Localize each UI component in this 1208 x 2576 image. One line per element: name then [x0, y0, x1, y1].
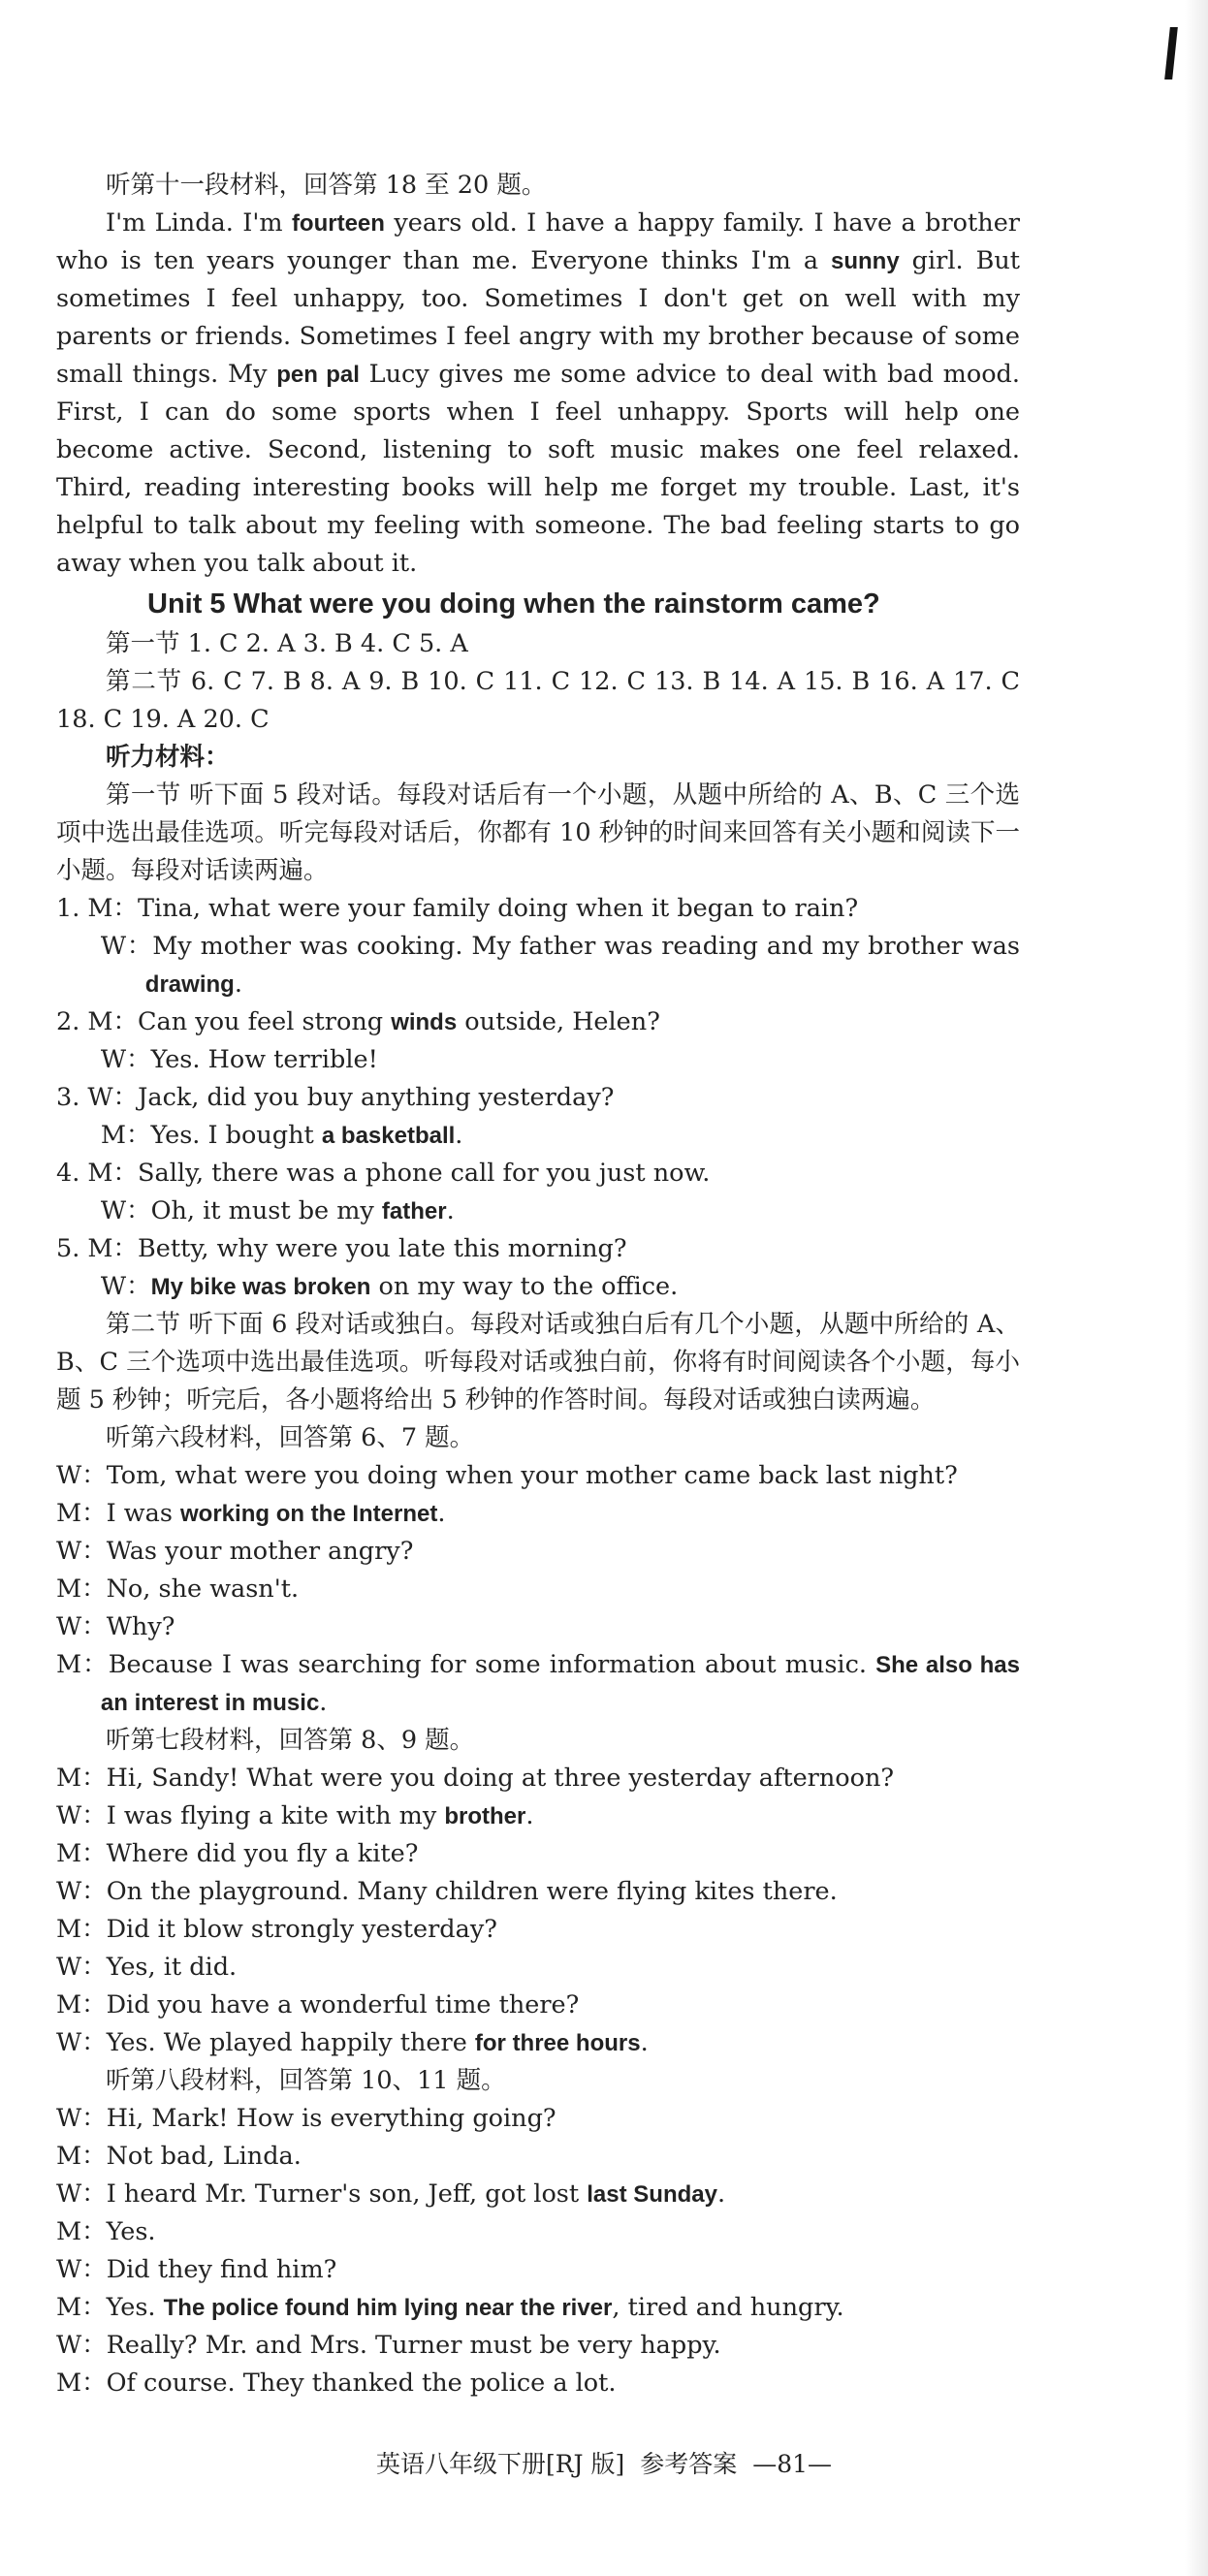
text-run: Lucy gives me some advice to deal with bad mood. First, I can do some sports when I feel unhappy. Sports will help one become active. Second, listening to soft music makes one feel relaxed. Third, reading interesting books will help me forget my trouble. Last, it's helpful to talk about my feeling with someone. The bad feeling starts to go away when you talk about it. [56, 360, 1020, 578]
dialog-line: W：I heard Mr. Turner's son, Jeff, got lost last Sunday. [56, 2179, 726, 2209]
passage-6-intro: 听第六段材料，回答第 6、7 题。 [106, 1423, 475, 1452]
dialog-5-question: 5. M：Betty, why were you late this morning? [56, 1234, 627, 1263]
keyword: father [381, 1198, 447, 1224]
section-1-instructions: 第一节 听下面 5 段对话。每段对话后有一个小题，从题中所给的 A、B、C 三个选项中选出最佳选项。听完每段对话后，你都有 10 秒钟的时间来回答有关小题和阅读下一小题。每段对话读两遍。 [56, 780, 1020, 885]
keyword: The police found him lying near the river [163, 2295, 613, 2321]
keyword: sunny [831, 248, 900, 274]
text-run: years old. I have a happy family. I have a brother who is ten years younger than me. Everyone thinks I'm a [56, 208, 1020, 275]
keyword: last Sunday [587, 2181, 717, 2208]
text-run: W： [100, 1272, 151, 1301]
dialog-line: M：No, she wasn't. [56, 1574, 300, 1604]
dialog-line: M：I was working on the Internet. [56, 1499, 446, 1528]
text-run: , tired and hungry. [612, 2293, 844, 2322]
dialog-line: M：Yes. [56, 2217, 156, 2246]
dialog-line: M：Where did you fly a kite? [56, 1839, 419, 1868]
section-2-instructions: 第二节 听下面 6 段对话或独白。每段对话或独白后有几个小题，从题中所给的 A、B、C 三个选项中选出最佳选项。听每段对话或独白前，你将有时间阅读各个小题，每小题 5 秒钟；听完后，各小题将给出 5 秒钟的作答时间。每段对话或独白读两遍。 [56, 1310, 1020, 1415]
keyword: winds [391, 1009, 458, 1035]
text-run: W：Oh, it must be my [100, 1196, 382, 1225]
passage-7-intro: 听第七段材料，回答第 8、9 题。 [106, 1726, 475, 1755]
keyword: brother [444, 1803, 526, 1829]
passage-11-intro: 听第十一段材料，回答第 18 至 20 题。 [106, 171, 547, 200]
keyword: fourteen [291, 210, 385, 237]
page-edge-shadow [1185, 0, 1208, 2576]
dialog-line: W：Really? Mr. and Mrs. Turner must be very happy. [56, 2331, 721, 2360]
page-footer [0, 2445, 1208, 2480]
dialog-line: M：Because I was searching for some information about music. She also has an interest in music. [56, 1650, 1020, 1717]
dialog-line: W：Why? [56, 1612, 175, 1641]
footer-section: 参考答案 [640, 2450, 738, 2478]
text-run: I'm Linda. I'm [106, 208, 292, 238]
text-run: on my way to the office. [370, 1272, 679, 1301]
dialog-5-answer [56, 1268, 1020, 1306]
text-run: M：Yes. I bought [100, 1121, 322, 1150]
keyword: working on the Internet [180, 1501, 438, 1527]
passage-11-text [56, 205, 1020, 583]
dialog-line: M：Hi, Sandy! What were you doing at three yesterday afternoon? [56, 1764, 895, 1793]
listening-label: 听力材料： [106, 743, 230, 772]
answers-section-1: 第一节 1. C 2. A 3. B 4. C 5. A [106, 629, 468, 658]
keyword: My bike was broken [150, 1274, 371, 1300]
dialog-line: W：Tom, what were you doing when your mother came back last night? [56, 1461, 958, 1490]
dialog-line: W：Was your mother angry? [56, 1537, 414, 1566]
text-run: W：My mother was cooking. My father was reading and my brother was [100, 932, 1020, 961]
text-run: W：I heard Mr. Turner's son, Jeff, got lost [56, 2179, 588, 2209]
dialog-2-question [56, 1003, 1020, 1041]
dialog-line: W：Yes, it did. [56, 1953, 238, 1982]
text-run: M：Because I was searching for some information about music. [56, 1650, 876, 1679]
text-run: outside, Helen? [457, 1007, 660, 1036]
dialog-line: M：Of course. They thanked the police a lot. [56, 2369, 617, 2398]
dialog-4-question: 4. M：Sally, there was a phone call for you just now. [56, 1159, 711, 1188]
dialog-1-answer: W：My mother was cooking. My father was reading and my brother was drawing. [100, 932, 1020, 999]
text-run: M：Yes. [56, 2293, 164, 2322]
dialog-3-answer: M：Yes. I bought a basketball. [100, 1121, 463, 1150]
text-run: girl. But sometimes I feel unhappy, too. Sometimes I don't get on well with my parents or friends. Sometimes I feel angry with my brother because of some small things. My [56, 246, 1020, 389]
corner-mark [1164, 27, 1178, 80]
text-run: M：I was [56, 1499, 181, 1528]
dialog-2-answer: W：Yes. How terrible! [100, 1045, 378, 1074]
dialog-line: W：Yes. We played happily there for three hours. [56, 2028, 649, 2057]
text-run: W：Yes. We played happily there [56, 2028, 475, 2057]
dialog-1-question: 1. M：Tina, what were your family doing when it began to rain? [56, 894, 859, 923]
answer-text-body [56, 167, 1020, 2402]
dialog-line: M：Not bad, Linda. [56, 2142, 302, 2171]
dialog-line: W：On the playground. Many children were flying kites there. [56, 1877, 838, 1906]
keyword: drawing [144, 971, 235, 998]
dialog-3-question: 3. W：Jack, did you buy anything yesterday? [56, 1083, 615, 1112]
dialog-line [56, 2289, 1020, 2327]
keyword: for three hours [474, 2030, 641, 2056]
dialog-line: W：I was flying a kite with my brother. [56, 1801, 534, 1830]
keyword: a basketball [321, 1123, 456, 1149]
text-run: W：I was flying a kite with my [56, 1801, 445, 1830]
answers-section-2: 第二节 6. C 7. B 8. A 9. B 10. C 11. C 12. C 13. B 14. A 15. B 16. A 17. C 18. C 19. A 20. C [56, 667, 1020, 734]
dialog-line: W：Did they find him? [56, 2255, 337, 2284]
dialog-line: M：Did it blow strongly yesterday? [56, 1915, 497, 1944]
dialog-line: W：Hi, Mark! How is everything going? [56, 2104, 556, 2133]
passage-8-intro: 听第八段材料，回答第 10、11 题。 [106, 2066, 506, 2095]
dialog-4-answer: W：Oh, it must be my father. [100, 1196, 455, 1225]
dialog-line: M：Did you have a wonderful time there? [56, 1990, 580, 2019]
text-run: 2. M：Can you feel strong [56, 1007, 392, 1036]
unit-title: Unit 5 What were you doing when the rainstorm came? [147, 588, 880, 620]
keyword: pen pal [276, 362, 360, 388]
footer-book-title: 英语八年级下册[RJ 版] [375, 2450, 625, 2478]
keyword: She also has an interest in music [100, 1652, 1020, 1716]
footer-page-number: —81— [752, 2450, 833, 2478]
